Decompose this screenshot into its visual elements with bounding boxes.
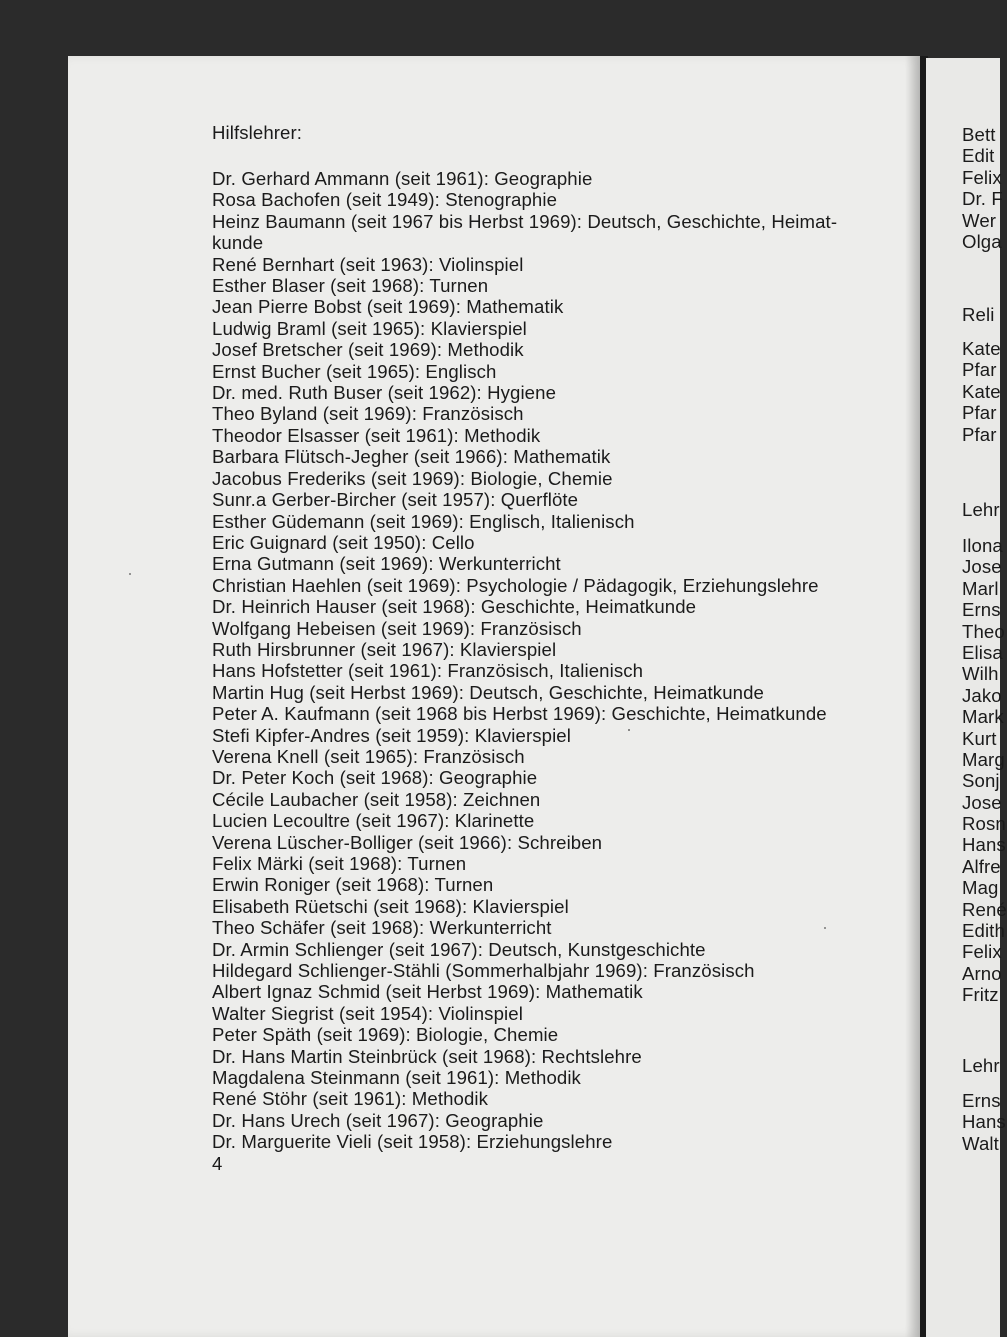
facing-page-line: Dr. F — [962, 188, 1003, 210]
facing-page-line: Marl — [962, 577, 999, 599]
list-item: Verena Lüscher-Bolliger (seit 1966): Schreiben — [212, 831, 603, 853]
list-item: Dr. Marguerite Vieli (seit 1958): Erziehungslehre — [212, 1131, 613, 1153]
list-item: Martin Hug (seit Herbst 1969): Deutsch, Geschichte, Heimatkunde — [212, 681, 764, 703]
facing-page-lines-1 — [962, 124, 1003, 252]
list-item: Stefi Kipfer-Andres (seit 1959): Klavierspiel — [212, 724, 571, 746]
list-item: Dr. Gerhard Ammann (seit 1961): Geographie — [212, 168, 593, 189]
facing-page-line: Ilona — [962, 535, 1003, 556]
facing-page-line: Reli — [962, 304, 995, 325]
list-item: Ludwig Braml (seit 1965): Klavierspiel — [212, 317, 527, 339]
list-item: Walter Siegrist (seit 1954): Violinspiel — [212, 1002, 523, 1024]
facing-page-line: Mark — [962, 706, 1004, 728]
facing-page-line: Walt — [962, 1132, 999, 1154]
facing-page-line: Erns — [962, 599, 1001, 621]
facing-page-line: Edit — [962, 145, 995, 167]
facing-page-line: Pfar — [962, 423, 997, 445]
facing-page-line: Theo — [962, 620, 1005, 642]
list-item: Wolfgang Hebeisen (seit 1969): Französisch — [212, 617, 582, 639]
facing-page-line: Bett — [962, 124, 996, 145]
list-item: Lucien Lecoultre (seit 1967): Klarinette — [212, 810, 535, 832]
dust-speck — [824, 927, 826, 929]
list-item: Dr. med. Ruth Buser (seit 1962): Hygiene — [212, 382, 557, 404]
facing-page-line: René — [962, 898, 1007, 920]
list-item: Felix Märki (seit 1968): Turnen — [212, 853, 467, 874]
facing-page-line: Lehr — [962, 499, 1000, 520]
facing-page-line: Erns — [962, 1090, 1001, 1111]
list-item: Esther Blaser (seit 1968): Turnen — [212, 275, 489, 297]
facing-page-line: Jose — [962, 791, 1002, 813]
list-item: Jacobus Frederiks (seit 1969): Biologie, Chemie — [212, 467, 613, 489]
list-item: Dr. Hans Martin Steinbrück (seit 1968): Rechtslehre — [212, 1045, 642, 1067]
page-number: 4 — [212, 1153, 223, 1174]
list-item: Theo Schäfer (seit 1968): Werkunterricht — [212, 917, 552, 939]
list-item: Ruth Hirsbrunner (seit 1967): Klavierspiel — [212, 638, 557, 660]
list-item: Theodor Elsasser (seit 1961): Methodik — [212, 424, 541, 446]
facing-page-line: Kate — [962, 338, 1001, 359]
facing-page-line: Olga — [962, 230, 1002, 252]
list-item: kunde — [212, 232, 264, 254]
list-item: Cécile Laubacher (seit 1958): Zeichnen — [212, 788, 541, 810]
teacher-list — [212, 168, 892, 1153]
section-heading: Hilfslehrer: — [212, 122, 303, 143]
list-item: Dr. Peter Koch (seit 1968): Geographie — [212, 767, 538, 789]
list-item: Hans Hofstetter (seit 1961): Französisch, Italienisch — [212, 660, 644, 682]
list-item: Erwin Roniger (seit 1968): Turnen — [212, 874, 494, 896]
facing-page-lines-2 — [962, 304, 994, 325]
facing-page-line: Felix — [962, 941, 1002, 963]
list-item: Dr. Armin Schlienger (seit 1967): Deutsch, Kunstgeschichte — [212, 938, 706, 960]
list-item: Verena Knell (seit 1965): Französisch — [212, 745, 525, 767]
facing-page-lines-5 — [962, 535, 1007, 1006]
list-item: René Bernhart (seit 1963): Violinspiel — [212, 253, 524, 275]
facing-page-line: Rosn — [962, 813, 1006, 835]
list-item: Esther Güdemann (seit 1969): Englisch, Italienisch — [212, 510, 635, 532]
facing-page-line: Kate — [962, 380, 1001, 402]
facing-page-line: Elisa — [962, 641, 1003, 663]
facing-page-line: Marg — [962, 748, 1005, 770]
list-item: Jean Pierre Bobst (seit 1969): Mathematik — [212, 296, 564, 318]
list-item: Dr. Heinrich Hauser (seit 1968): Geschichte, Heimatkunde — [212, 596, 697, 618]
facing-page-line: Edith — [962, 920, 1005, 942]
facing-page-line: Arno — [962, 962, 1002, 984]
facing-page-lines-4 — [962, 499, 1000, 520]
facing-page-line: Jose — [962, 556, 1002, 578]
facing-page-lines-6 — [962, 1055, 1000, 1076]
facing-page-line: Felix — [962, 166, 1002, 188]
facing-page-lines-3 — [962, 338, 1001, 445]
list-item: Sunr.a Gerber-Bircher (seit 1957): Querflöte — [212, 489, 579, 511]
list-item: Magdalena Steinmann (seit 1961): Methodik — [212, 1067, 581, 1089]
facing-page-lines-7 — [962, 1090, 1006, 1154]
facing-page-line: Hans — [962, 834, 1006, 856]
list-item: Hildegard Schlienger-Stähli (Sommerhalbjahr 1969): Französisch — [212, 960, 755, 982]
list-item: Theo Byland (seit 1969): Französisch — [212, 403, 524, 425]
list-item: Erna Gutmann (seit 1969): Werkunterricht — [212, 553, 561, 575]
dust-speck — [628, 729, 630, 731]
list-item: Barbara Flütsch-Jegher (seit 1966): Mathematik — [212, 446, 611, 468]
list-item: Dr. Hans Urech (seit 1967): Geographie — [212, 1109, 544, 1131]
facing-page-line: Hans — [962, 1111, 1006, 1133]
facing-page-line: Pfar — [962, 359, 997, 381]
list-item: Eric Guignard (seit 1950): Cello — [212, 531, 475, 553]
list-item: Peter A. Kaufmann (seit 1968 bis Herbst 1969): Geschichte, Heimatkunde — [212, 703, 827, 725]
list-item: Josef Bretscher (seit 1969): Methodik — [212, 339, 524, 361]
list-item: Albert Ignaz Schmid (seit Herbst 1969): Mathematik — [212, 981, 643, 1003]
dust-speck — [129, 573, 131, 575]
list-item: Christian Haehlen (seit 1969): Psychologie / Pädagogik, Erziehungslehre — [212, 574, 819, 596]
list-item: Heinz Baumann (seit 1967 bis Herbst 1969): Deutsch, Geschichte, Heimat- — [212, 210, 838, 232]
list-item: Peter Späth (seit 1969): Biologie, Chemie — [212, 1024, 559, 1046]
facing-page-line: Sonj — [962, 770, 1000, 792]
facing-page-line: Wilh — [962, 663, 999, 685]
facing-page-line: Mag — [962, 877, 999, 899]
facing-page-line: Kurt — [962, 727, 997, 749]
list-item: Ernst Bucher (seit 1965): Englisch — [212, 360, 497, 382]
facing-page-line: Fritz — [962, 984, 999, 1006]
facing-page-line: Wer — [962, 209, 997, 231]
facing-page-line: Pfar — [962, 402, 997, 424]
list-item: Elisabeth Rüetschi (seit 1968): Klavierspiel — [212, 895, 569, 917]
list-item: Rosa Bachofen (seit 1949): Stenographie — [212, 189, 558, 211]
facing-page-line: Jako — [962, 684, 1002, 706]
facing-page-line: Alfre — [962, 855, 1001, 877]
list-item: René Stöhr (seit 1961): Methodik — [212, 1088, 489, 1110]
facing-page-line: Lehr — [962, 1055, 1000, 1076]
